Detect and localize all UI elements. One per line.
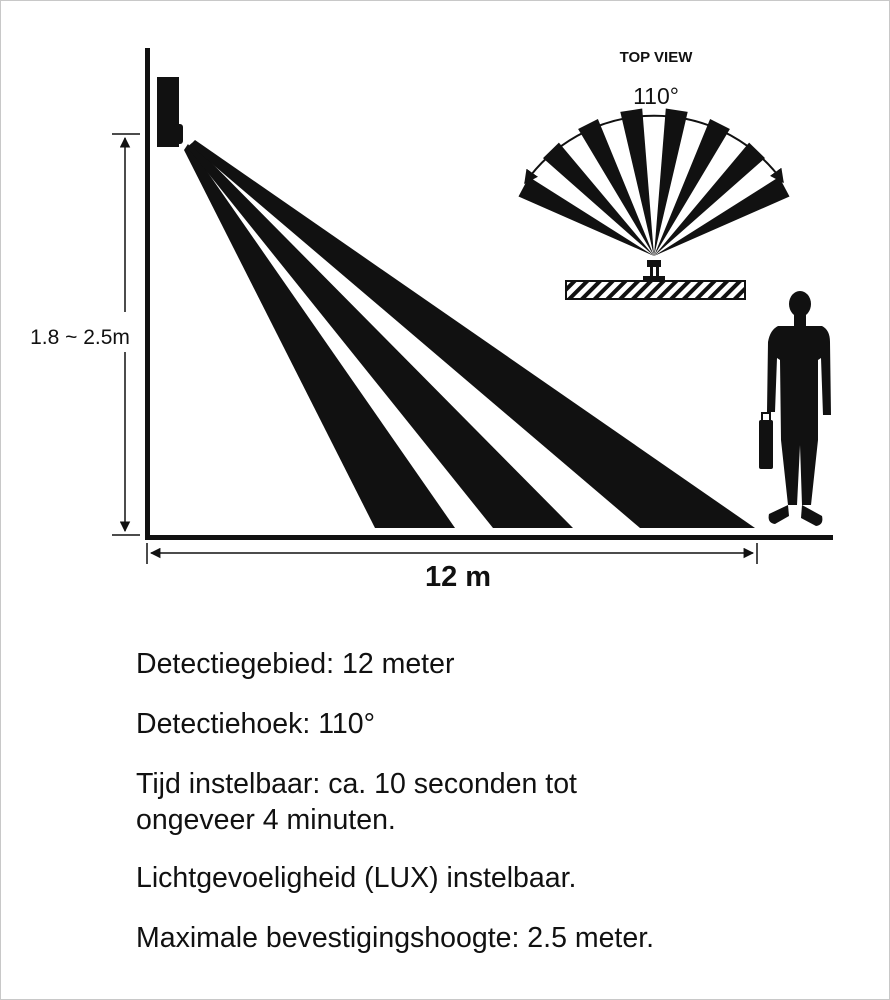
top-view-fan [519, 109, 790, 257]
spec-mounting-height [136, 920, 856, 956]
spec-detection-range [136, 646, 856, 682]
motion-sensor-icon [157, 77, 183, 147]
spec-time-setting [136, 766, 856, 838]
top-view-sensor-icon [643, 260, 665, 280]
distance-label: 12 m [424, 561, 492, 593]
angle-label: 110° [633, 83, 679, 109]
spec-detection-angle [136, 706, 856, 742]
fan-wedge [654, 109, 688, 257]
spec-line: Lichtgevoeligheid (LUX) instelbaar. [136, 862, 577, 894]
beam-1 [184, 144, 455, 528]
spec-line: Detectiegebied: 12 meter [136, 648, 455, 680]
floor-line [145, 535, 833, 540]
top-view-wall [566, 281, 745, 299]
person-silhouette-icon [759, 291, 831, 526]
spec-line: ongeveer 4 minuten. [136, 804, 396, 836]
spec-line: Maximale bevestigingshoogte: 2.5 meter. [136, 922, 655, 954]
specs-list [136, 646, 856, 980]
top-view-title: TOP VIEW [619, 49, 693, 66]
spec-light-sensitivity [136, 860, 856, 896]
detection-beams [184, 140, 755, 528]
spec-line: Detectiehoek: 110° [136, 708, 376, 740]
spec-line: Tijd instelbaar: ca. 10 seconden tot [136, 768, 577, 800]
height-label: 1.8 ~ 2.5m [30, 326, 130, 349]
wall-line [145, 48, 150, 540]
fan-wedge [620, 109, 654, 257]
